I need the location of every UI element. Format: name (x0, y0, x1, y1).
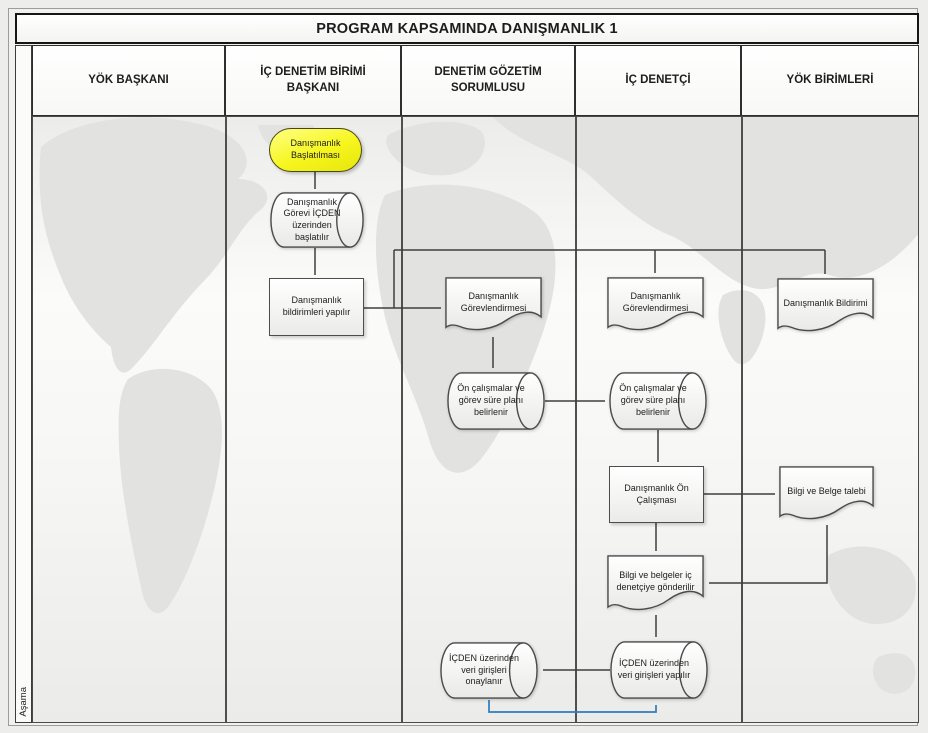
diagram-canvas (32, 116, 919, 723)
node-label: Danışmanlık Ön Çalışması (624, 482, 689, 505)
node-assignment-id (607, 277, 704, 334)
node-label: İÇDEN üzerinden veri girişleri yapılır (617, 658, 691, 680)
lane-header-yok-birimleri: YÖK BİRİMLERİ (741, 45, 919, 116)
node-prework-id (609, 372, 707, 430)
flowchart-frame (8, 8, 918, 726)
node-assignment-dgs (445, 277, 542, 334)
node-label: İÇDEN üzerinden veri girişleri onaylanır (448, 652, 520, 687)
node-label: Danışmanlık Bildirimi (783, 297, 868, 308)
node-label: Bilgi ve belgeler iç denetçiye gönderilir (616, 569, 695, 592)
node-label: Danışmanlık Görevlendirmesi (460, 290, 527, 313)
node-task-init (270, 192, 364, 248)
connector-inforequest-to-infosent (709, 525, 827, 583)
stage-column (15, 45, 32, 723)
stage-label: Aşama (18, 687, 29, 717)
connector-notify-branch (364, 250, 825, 308)
node-info-request (779, 466, 874, 523)
connector-approve-feedback (489, 700, 656, 712)
node-label: Ön çalışmalar ve görev süre planı belirlenir (619, 383, 687, 417)
node-notice-yok (777, 278, 874, 335)
node-data-approve (440, 642, 538, 699)
lane-header-ic-denetci: İÇ DENETÇİ (575, 45, 741, 116)
node-prework-dgs (447, 372, 545, 430)
node-label: Danışmanlık Görevlendirmesi (622, 290, 689, 313)
node-label: Bilgi ve Belge talebi (787, 485, 866, 496)
node-label: Danışmanlık Görevi İÇDEN üzerinden başlatılır (283, 196, 341, 242)
node-label: Ön çalışmalar ve görev süre planı belirlenir (457, 383, 525, 417)
node-data-entry (610, 641, 708, 699)
node-notify (269, 278, 364, 336)
node-label: Danışmanlık bildirimleri yapılır (282, 295, 351, 317)
lane-header-row (32, 45, 919, 116)
lane-header-denetim-gozetim: DENETİM GÖZETİM SORUMLUSU (401, 45, 575, 116)
page-title: PROGRAM KAPSAMINDA DANIŞMANLIK 1 (15, 13, 919, 44)
node-prestudy (609, 466, 704, 523)
node-label: Danışmanlık Başlatılması (290, 138, 341, 160)
node-start (269, 128, 362, 172)
lane-header-yok-baskani: YÖK BAŞKANI (32, 45, 225, 116)
lane-header-ic-denetim-birimi: İÇ DENETİM BİRİMİ BAŞKANI (225, 45, 401, 116)
node-info-sent (607, 555, 704, 614)
